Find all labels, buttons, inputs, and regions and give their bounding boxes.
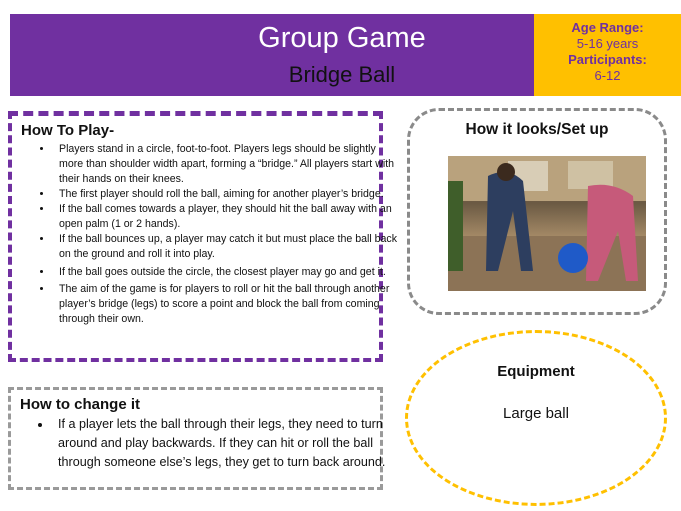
game-photo: [448, 156, 646, 291]
equipment-title: Equipment: [497, 363, 575, 380]
list-item: • If a player lets the ball through their legs, they need to turn around and play backwards. If they can hit or roll the ball through someone else’s legs, they get to turn back around.: [52, 415, 397, 472]
setup-title: How it looks/Set up: [465, 121, 609, 138]
participants-value: 6-12: [594, 68, 621, 83]
equipment-section: [405, 330, 667, 506]
list-item: • The first player should roll the ball, aiming for another player’s bridge.: [53, 187, 398, 202]
age-range-value: 5-16 years: [576, 36, 639, 51]
how-to-change-section: [8, 387, 386, 490]
list-item: • Players stand in a circle, foot-to-foot. Players legs should be slightly more than shoulder width apart, forming a “bridge.” All players start with their hands on their knees.: [53, 142, 398, 187]
age-range-label: Age Range:: [571, 20, 644, 35]
info-panel: [534, 14, 681, 96]
list-item: • The aim of the game is for players to roll or hit the ball through another player’s bridge (legs) to score a point and block the ball from coming through their own.: [53, 282, 398, 327]
list-item: • If the ball comes towards a player, they should hit the ball away with an open palm (1 or 2 hands).: [53, 202, 398, 232]
equipment-value: Large ball: [503, 405, 569, 422]
list-item: • If the ball bounces up, a player may catch it but must place the ball back on the ground and roll it into play.: [53, 232, 398, 262]
list-item: • If the ball goes outside the circle, the closest player may go and get it.: [53, 262, 398, 282]
setup-section: [407, 108, 667, 315]
how-to-play-title: How To Play-: [21, 122, 115, 139]
header-banner: [10, 14, 534, 96]
game-type-title: Group Game: [258, 22, 426, 54]
game-name: Bridge Ball: [288, 62, 396, 87]
how-to-change-title: How to change it: [20, 396, 140, 413]
how-to-play-section: [8, 111, 398, 362]
participants-label: Participants:: [568, 52, 647, 67]
